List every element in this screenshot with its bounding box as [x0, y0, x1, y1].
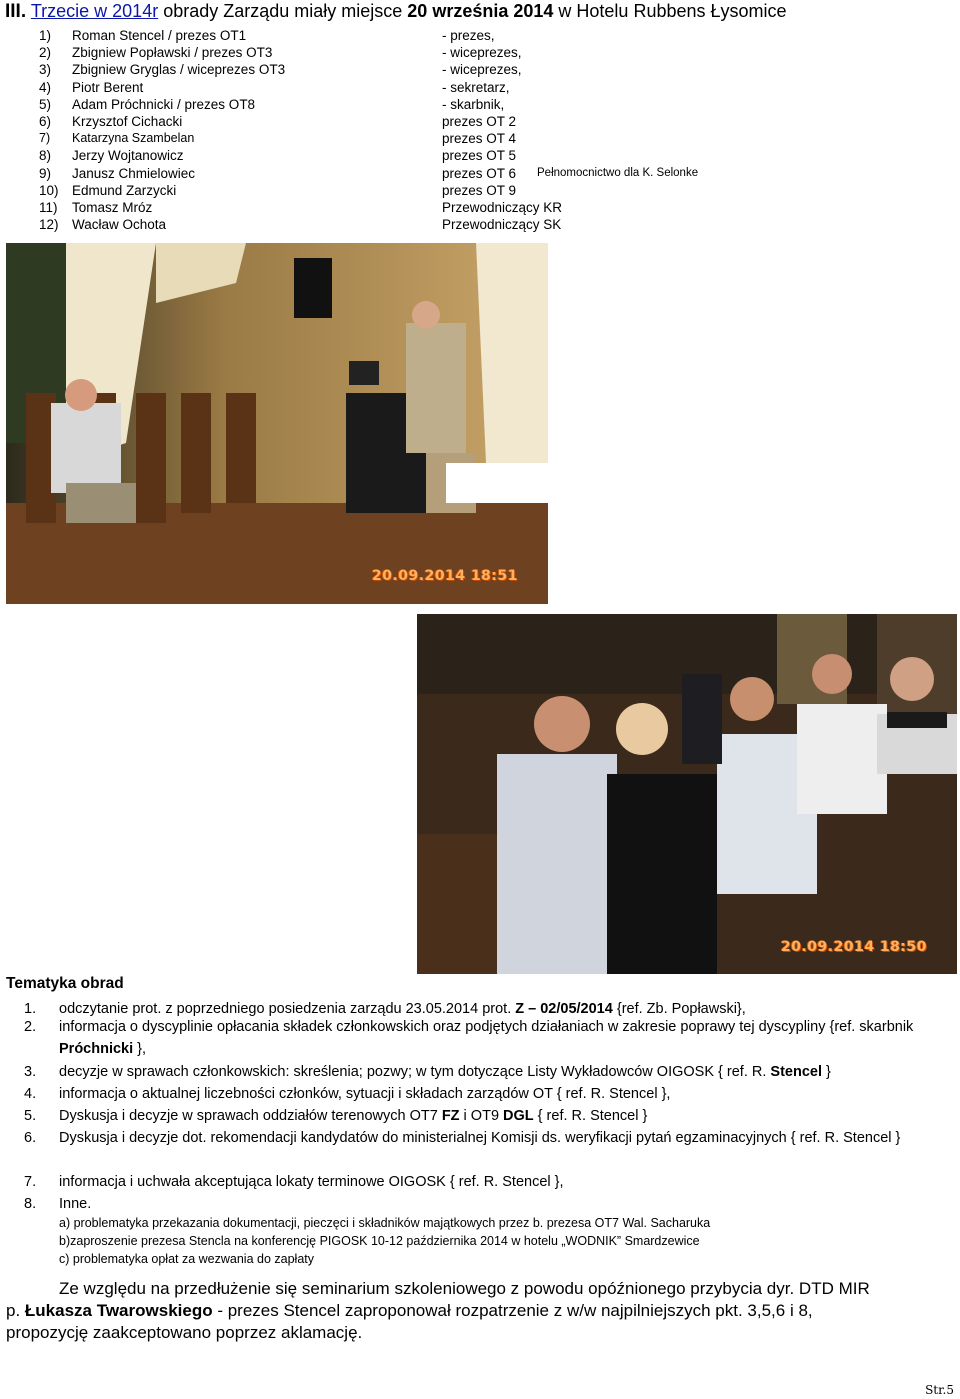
- member-name: Wacław Ochota: [72, 217, 167, 233]
- member-name: Krzysztof Cichacki: [72, 114, 183, 129]
- member-note: Pełnomocnictwo dla K. Selonke: [537, 166, 699, 179]
- member-name: Jerzy Wojtanowicz: [72, 148, 184, 164]
- heading-location: w Hotelu Rubbens Łysomice: [553, 1, 787, 21]
- topic-text: Dyskusja i decyzje w sprawach oddziałów terenowych OT7 FZ i OT9 DGL { ref. R. Stencel }: [59, 1108, 648, 1124]
- topics-title: Tematyka obrad: [6, 975, 124, 992]
- topic-number: 1.: [24, 1001, 37, 1017]
- member-role: - wiceprezes,: [442, 45, 522, 61]
- meeting-photo-audience: [417, 614, 957, 974]
- topic-number: 4.: [24, 1086, 37, 1102]
- meeting-photo-speaker: [6, 243, 548, 604]
- member-name: Tomasz Mróz: [72, 200, 153, 215]
- member-role: prezes OT 2: [442, 114, 517, 129]
- closing-line-3: propozycję zaakceptowano poprzez aklamację.: [6, 1323, 363, 1342]
- heading-text: obrady Zarządu miały miejsce: [158, 1, 408, 21]
- page-number: Str.5: [925, 1383, 954, 1397]
- photo-timestamp: 20.09.2014 18:51: [372, 568, 519, 584]
- member-role: prezes OT 6: [442, 165, 517, 181]
- member-number: 8): [39, 148, 52, 164]
- member-name: Katarzyna Szambelan: [72, 131, 195, 146]
- closing-rest: - prezes Stencel zaproponował rozpatrzenie z w/w najpilniejszych pkt. 3,5,6 i 8,: [212, 1301, 813, 1320]
- member-role: prezes OT 5: [442, 148, 517, 164]
- subitem: c) problematyka opłat za wezwania do zapłaty: [59, 1252, 314, 1266]
- member-role: Przewodniczący KR: [442, 200, 563, 215]
- topic-text: Dyskusja i decyzje dot. rekomendacji kandydatów do ministerialnej Komisji ds. weryfikacji pytań egzaminacyjnych { ref. R. Stencel }: [59, 1130, 901, 1146]
- topic-text: informacja i uchwała akceptująca lokaty terminowe OIGOSK { ref. R. Stencel },: [59, 1174, 564, 1190]
- topic-number: 5.: [24, 1108, 37, 1124]
- member-name: Janusz Chmielowiec: [72, 165, 196, 181]
- member-number: 11): [39, 200, 58, 215]
- subitem: a) problematyka przekazania dokumentacji, pieczęci i składników majątkowych przez b. prezesa OT7 Wal. Sacharuka: [59, 1216, 711, 1230]
- member-name: Adam Próchnicki / prezes OT8: [72, 96, 256, 112]
- member-role: - wiceprezes,: [442, 62, 522, 78]
- closing-prefix: p.: [6, 1301, 25, 1320]
- member-number: 7): [39, 131, 51, 146]
- member-name: Zbigniew Gryglas / wiceprezes OT3: [72, 62, 286, 78]
- member-name: Piotr Berent: [72, 79, 144, 95]
- topic-number: 3.: [24, 1064, 37, 1080]
- member-number: 12): [39, 217, 59, 233]
- member-role: Przewodniczący SK: [442, 217, 562, 233]
- member-role: - sekretarz,: [442, 79, 510, 95]
- meeting-date: 20 września 2014: [407, 1, 554, 21]
- topic-text: informacja o aktualnej liczebności członków, sytuacji i składach zarządów OT { ref. R. Stencel },: [59, 1086, 671, 1102]
- topic-number: 2.: [24, 1019, 37, 1035]
- member-number: 10): [39, 182, 59, 198]
- member-number: 1): [39, 28, 52, 43]
- member-number: 3): [39, 62, 52, 78]
- topic-number: 7.: [24, 1174, 37, 1190]
- member-name: Edmund Zarzycki: [72, 182, 177, 198]
- closing-bold-name: Łukasza Twarowskiego: [24, 1301, 213, 1320]
- member-number: 9): [39, 165, 52, 181]
- member-role: - prezes,: [442, 28, 495, 43]
- member-number: 4): [39, 79, 52, 95]
- heading-link[interactable]: Trzecie w 2014r: [30, 1, 159, 21]
- topic-number: 8.: [24, 1196, 37, 1212]
- member-number: 2): [39, 45, 52, 61]
- closing-line-2: [6, 1300, 956, 1322]
- topic-text: informacja o dyscyplinie opłacania składek członkowskich oraz podjętych działaniach w zakresie poprawy tej dyscypliny {ref. skarbnik Próchnicki },: [59, 1019, 914, 1057]
- topic-number: 6.: [24, 1130, 37, 1146]
- member-name: Zbigniew Popławski / prezes OT3: [72, 45, 273, 61]
- photo-timestamp: 20.09.2014 18:50: [781, 939, 928, 955]
- member-role: prezes OT 4: [442, 131, 517, 147]
- section-heading: [5, 0, 787, 23]
- topic-text: odczytanie prot. z poprzedniego posiedzenia zarządu 23.05.2014 prot. Z – 02/05/2014 {ref. Zb. Popławski},: [59, 1001, 746, 1017]
- closing-paragraph: [6, 1278, 956, 1344]
- topic-text: decyzje w sprawach członkowskich: skreślenia; pozwy; w tym dotyczące Listy Wykładowców OIGOSK { ref. R. Stencel }: [59, 1064, 831, 1080]
- member-number: 6): [39, 114, 52, 129]
- subitem: b)zaproszenie prezesa Stencla na konferencję PIGOSK 10-12 października 2014 w hotelu „WODNIK” Smardzewice: [59, 1234, 700, 1248]
- member-number: 5): [39, 96, 52, 112]
- member-name: Roman Stencel / prezes OT1: [72, 28, 247, 43]
- member-role: - skarbnik,: [442, 96, 505, 112]
- section-number: III.: [5, 1, 27, 22]
- closing-line-1: Ze względu na przedłużenie się seminarium szkoleniowego z powodu opóźnionego przybycia dyr. DTD MIR: [59, 1279, 870, 1298]
- member-role: prezes OT 9: [442, 182, 517, 198]
- topic-text: Inne.: [59, 1196, 92, 1212]
